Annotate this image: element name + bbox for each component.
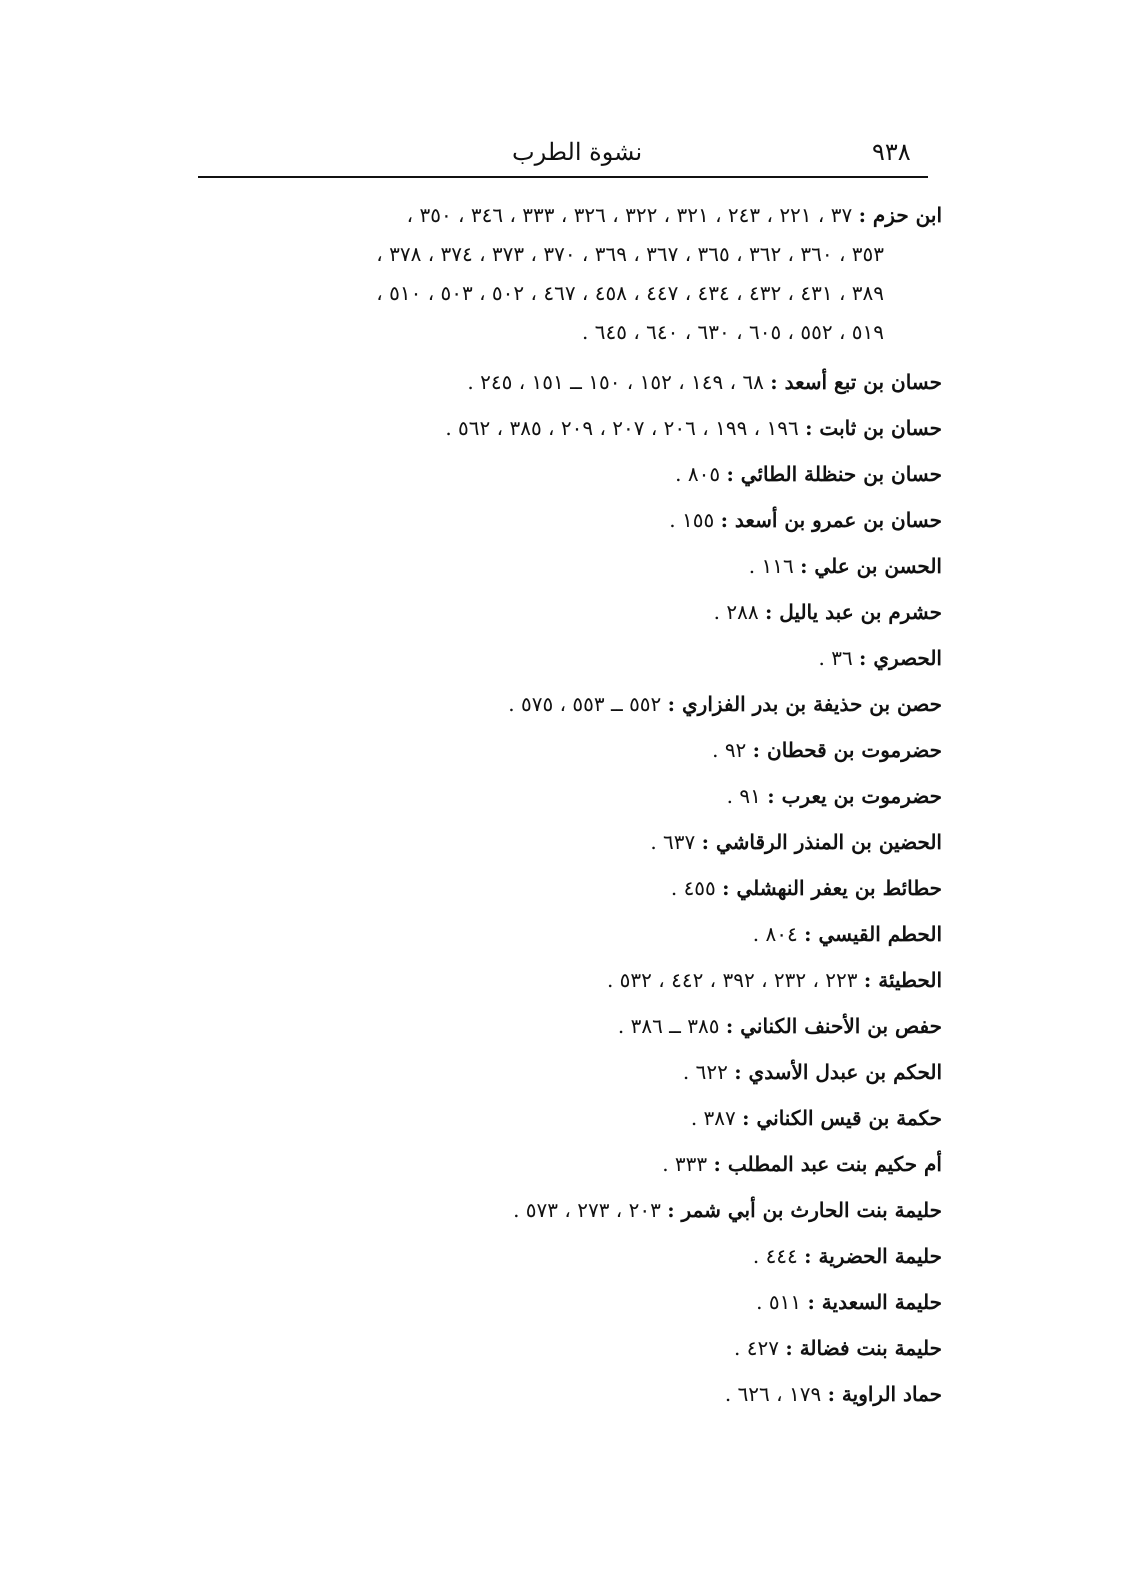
index-entry xyxy=(190,1049,942,1095)
index-entry xyxy=(190,681,942,727)
index-entry xyxy=(190,1325,942,1371)
entry-name: الحصري : xyxy=(859,646,942,670)
entry-pages: ٤٢٧ . xyxy=(734,1336,779,1360)
entry-name: الحطيئة : xyxy=(863,968,942,992)
entry-name: حسان بن ثابت : xyxy=(805,416,942,440)
entry-name: حشرم بن عبد ياليل : xyxy=(764,600,942,624)
entry-pages: ٦٣٧ . xyxy=(650,830,696,854)
entry-pages: ٣٨٧ . xyxy=(690,1106,736,1130)
index-entry xyxy=(190,1233,942,1279)
entry-pages: ٦٢٢ . xyxy=(682,1060,728,1084)
entry-pages: ٣٦ . xyxy=(818,646,853,670)
entry-name: الحسن بن علي : xyxy=(800,554,942,578)
entry-name: أم حكيم بنت عبد المطلب : xyxy=(713,1152,942,1176)
entry-name: ابن حزم : xyxy=(858,203,942,227)
index-entry xyxy=(190,1095,942,1141)
index-entry xyxy=(190,405,942,451)
entry-pages: ١٧٩ ، ٦٢٦ . xyxy=(724,1382,822,1406)
entry-pages-continuation: ٥١٩ ، ٥٥٢ ، ٦٠٥ ، ٦٣٠ ، ٦٤٠ ، ٦٤٥ . xyxy=(582,320,884,344)
page-number: ٩٣٨ xyxy=(872,138,911,166)
entry-name: حكمة بن قيس الكناني : xyxy=(742,1106,942,1130)
index-entry xyxy=(190,1141,942,1187)
index-entry xyxy=(190,497,942,543)
entry-pages: ٣٨٥ ــ ٣٨٦ . xyxy=(617,1014,720,1038)
entry-pages: ١٩٦ ، ١٩٩ ، ٢٠٦ ، ٢٠٧ ، ٢٠٩ ، ٣٨٥ ، ٥٦٢ . xyxy=(445,416,799,440)
entry-pages-continuation: ٣٨٩ ، ٤٣١ ، ٤٣٢ ، ٤٣٤ ، ٤٤٧ ، ٤٥٨ ، ٤٦٧ ، ٥٠٢ ، ٥٠٣ ، ٥١٠ ، xyxy=(376,281,884,305)
entry-name: حسان بن حنظلة الطائي : xyxy=(726,462,942,486)
header-rule xyxy=(198,176,928,178)
index-entry xyxy=(190,1187,942,1233)
entry-name: الحضين بن المنذر الرقاشي : xyxy=(701,830,942,854)
entry-pages: ٥٥٢ ــ ٥٥٣ ، ٥٧٥ . xyxy=(508,692,662,716)
entry-name: حسان بن تبع أسعد : xyxy=(770,370,942,394)
index-entry xyxy=(190,359,942,405)
entry-pages: ٥١١ . xyxy=(756,1290,802,1314)
entry-name: حضرموت بن قحطان : xyxy=(752,738,942,762)
entry-pages-continuation: ٣٥٣ ، ٣٦٠ ، ٣٦٢ ، ٣٦٥ ، ٣٦٧ ، ٣٦٩ ، ٣٧٠ ، ٣٧٣ ، ٣٧٤ ، ٣٧٨ ، xyxy=(376,242,884,266)
index-entry xyxy=(190,727,942,773)
entry-name: حصن بن حذيفة بن بدر الفزاري : xyxy=(667,692,942,716)
entry-pages: ٣٣٣ . xyxy=(662,1152,708,1176)
index-entry xyxy=(190,451,942,497)
entry-name: حطائط بن يعفر النهشلي : xyxy=(722,876,942,900)
index-entry xyxy=(190,196,942,352)
entry-name: حليمة الحضرية : xyxy=(804,1244,942,1268)
entry-name: حليمة السعدية : xyxy=(807,1290,942,1314)
entry-pages: ٢٨٨ . xyxy=(713,600,759,624)
index-list xyxy=(190,196,942,1417)
index-entry xyxy=(190,819,942,865)
entry-name: الحكم بن عبدل الأسدي : xyxy=(734,1060,942,1084)
index-entry xyxy=(190,957,942,1003)
entry-pages: ٦٨ ، ١٤٩ ، ١٥٢ ، ١٥٠ ــ ١٥١ ، ٢٤٥ . xyxy=(467,370,764,394)
index-entry xyxy=(190,1371,942,1417)
entry-name: حسان بن عمرو بن أسعد : xyxy=(720,508,942,532)
index-entry xyxy=(190,773,942,819)
entry-pages: ٤٥٥ . xyxy=(670,876,716,900)
entry-name: حليمة بنت الحارث بن أبي شمر : xyxy=(667,1198,942,1222)
entry-name: الحطم القيسي : xyxy=(804,922,942,946)
entry-name: حليمة بنت فضالة : xyxy=(785,1336,942,1360)
index-entry xyxy=(190,911,942,957)
entry-pages: ٩١ . xyxy=(726,784,761,808)
index-entry xyxy=(190,1279,942,1325)
index-entry xyxy=(190,635,942,681)
entry-pages: ٣٧ ، ٢٢١ ، ٢٤٣ ، ٣٢١ ، ٣٢٢ ، ٣٢٦ ، ٣٣٣ ، ٣٤٦ ، ٣٥٠ ، xyxy=(406,203,853,227)
entry-name: حفص بن الأحنف الكناني : xyxy=(725,1014,942,1038)
entry-pages: ٤٤٤ . xyxy=(752,1244,798,1268)
entry-name: حماد الراوية : xyxy=(827,1382,942,1406)
index-entry xyxy=(190,589,942,635)
entry-pages: ١١٦ . xyxy=(748,554,794,578)
entry-pages: ٨٠٤ . xyxy=(752,922,798,946)
entry-pages: ٢٢٣ ، ٢٣٢ ، ٣٩٢ ، ٤٤٢ ، ٥٣٢ . xyxy=(606,968,858,992)
index-entry xyxy=(190,865,942,911)
index-entry xyxy=(190,543,942,589)
entry-pages: ١٥٥ . xyxy=(669,508,715,532)
entry-pages: ٨٠٥ . xyxy=(675,462,721,486)
running-title: نشوة الطرب xyxy=(512,138,643,166)
entry-name: حضرموت بن يعرب : xyxy=(767,784,942,808)
index-entry xyxy=(190,1003,942,1049)
entry-pages: ٢٠٣ ، ٢٧٣ ، ٥٧٣ . xyxy=(513,1198,661,1222)
entry-pages: ٩٢ . xyxy=(712,738,747,762)
